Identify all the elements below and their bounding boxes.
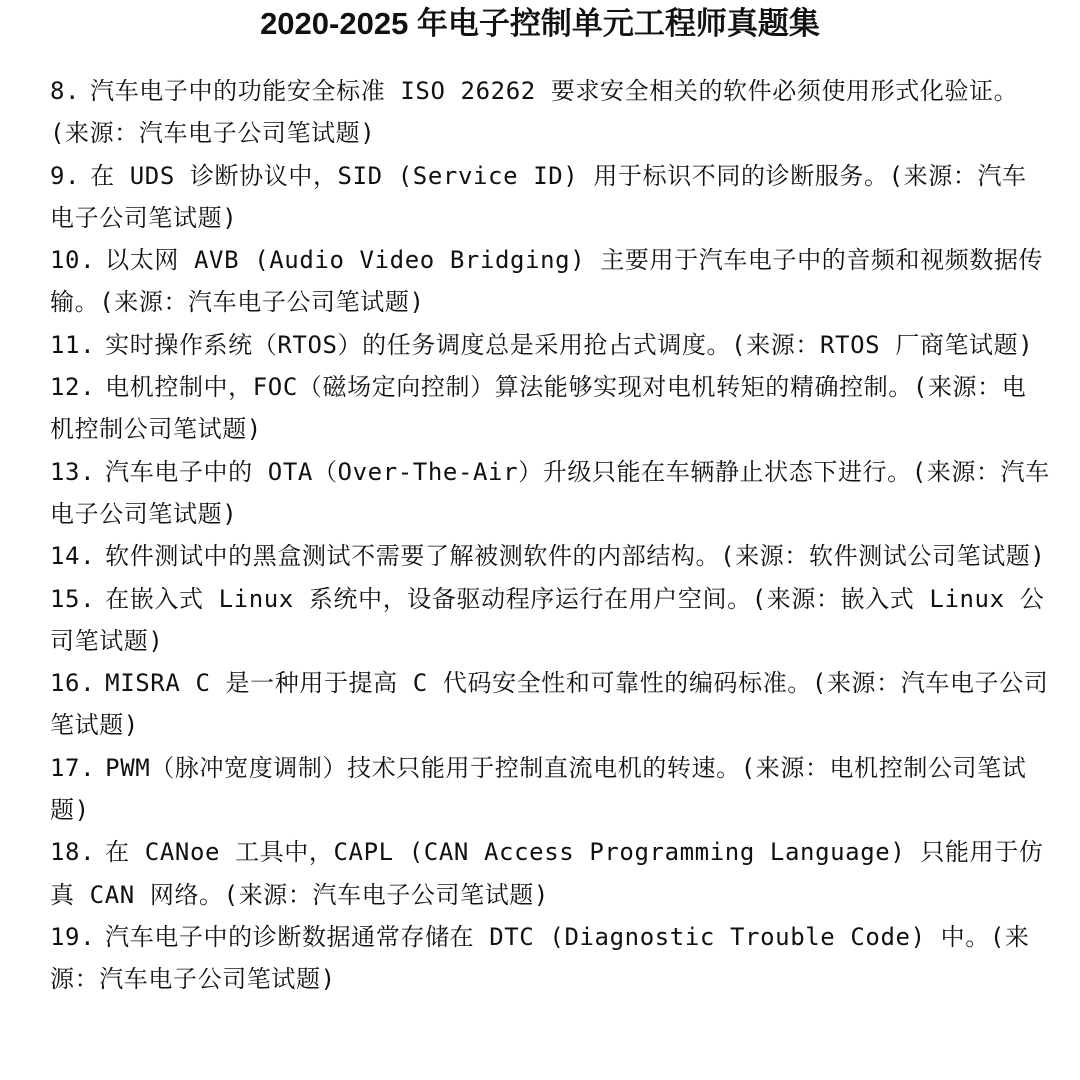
- question-item: [50, 578, 1050, 663]
- question-list: [50, 70, 1050, 1001]
- question-number: 14.: [50, 542, 96, 571]
- question-item: [50, 155, 1050, 240]
- question-number: 10.: [50, 246, 96, 275]
- question-item: [50, 451, 1050, 536]
- question-item: [50, 831, 1050, 916]
- question-text: PWM（脉冲宽度调制）技术只能用于控制直流电机的转速。(来源：电机控制公司笔试题): [50, 753, 1027, 825]
- question-number: 15.: [50, 584, 96, 613]
- question-number: 9.: [50, 161, 81, 190]
- question-item: [50, 662, 1050, 747]
- question-text: 在嵌入式 Linux 系统中，设备驱动程序运行在用户空间。(来源：嵌入式 Linux 公司笔试题): [50, 584, 1045, 655]
- question-number: 11.: [50, 330, 96, 359]
- question-item: [50, 916, 1050, 1001]
- question-text: 以太网 AVB (Audio Video Bridging) 主要用于汽车电子中的音频和视频数据传输。(来源：汽车电子公司笔试题): [50, 246, 1044, 317]
- question-text: 汽车电子中的 OTA（Over-The-Air）升级只能在车辆静止状态下进行。(来源：汽车电子公司笔试题): [50, 457, 1050, 528]
- question-number: 18.: [50, 838, 96, 867]
- question-text: 实时操作系统（RTOS）的任务调度总是采用抢占式调度。(来源：RTOS 厂商笔试题): [105, 330, 1034, 359]
- question-number: 12.: [50, 373, 96, 402]
- question-item: [50, 366, 1050, 451]
- question-text: 在 CANoe 工具中，CAPL (CAN Access Programming Language) 只能用于仿真 CAN 网络。(来源：汽车电子公司笔试题): [50, 838, 1044, 909]
- question-number: 16.: [50, 669, 96, 698]
- document-title: 2020-2025 年电子控制单元工程师真题集: [260, 6, 820, 41]
- question-text: 汽车电子中的功能安全标准 ISO 26262 要求安全相关的软件必须使用形式化验证。(来源：汽车电子公司笔试题): [50, 77, 1019, 148]
- question-number: 17.: [50, 753, 96, 782]
- question-text: 软件测试中的黑盒测试不需要了解被测软件的内部结构。(来源：软件测试公司笔试题): [105, 542, 1046, 571]
- question-item: [50, 747, 1050, 832]
- question-item: [50, 70, 1050, 155]
- question-number: 8.: [50, 77, 81, 105]
- question-number: 13.: [50, 457, 96, 486]
- question-text: 汽车电子中的诊断数据通常存储在 DTC (Diagnostic Trouble Code) 中。(来源：汽车电子公司笔试题): [50, 922, 1030, 994]
- question-number: 19.: [50, 922, 96, 951]
- question-text: 在 UDS 诊断协议中，SID (Service ID) 用于标识不同的诊断服务。(来源：汽车电子公司笔试题): [50, 161, 1027, 232]
- question-text: MISRA C 是一种用于提高 C 代码安全性和可靠性的编码标准。(来源：汽车电子公司笔试题): [50, 669, 1049, 740]
- question-item: [50, 535, 1050, 577]
- question-item: [50, 324, 1050, 366]
- question-text: 电机控制中，FOC（磁场定向控制）算法能够实现对电机转矩的精确控制。(来源：电机控制公司笔试题): [50, 373, 1027, 444]
- question-item: [50, 239, 1050, 324]
